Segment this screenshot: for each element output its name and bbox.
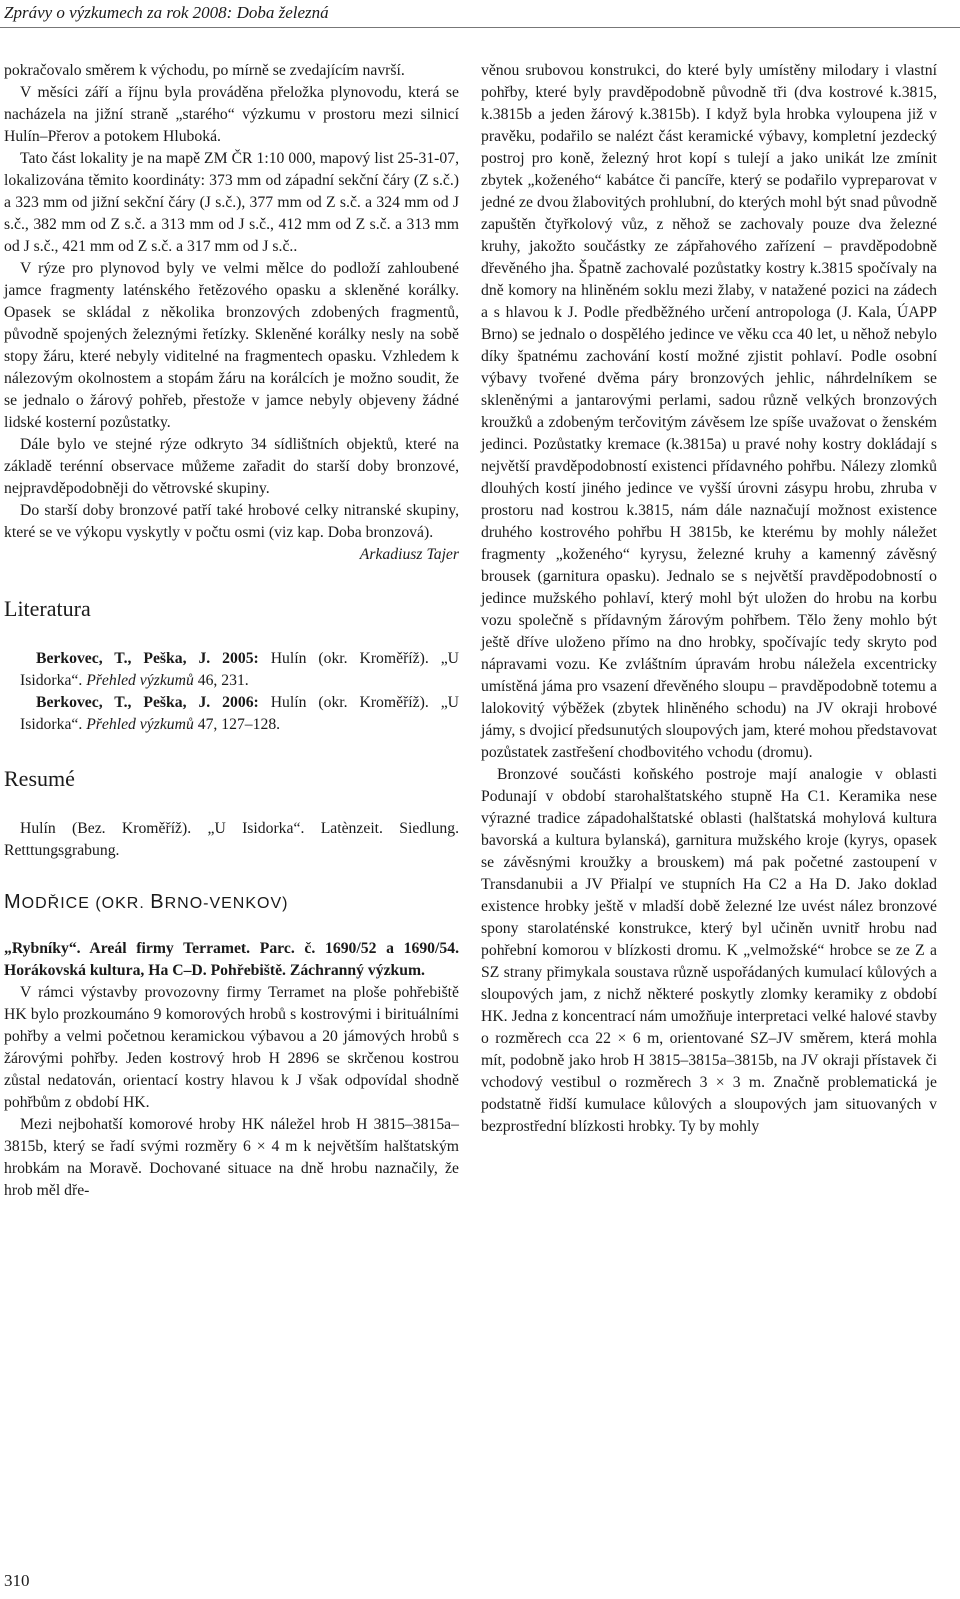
site-heading-small: RNO-VENKOV) [164,895,289,912]
paragraph: pokračovalo směrem k východu, po mírně se zvedajícím navrší. [4,62,405,79]
author-signature: Arkadiusz Tajer [359,546,459,563]
resume-heading: Resumé [4,766,75,791]
reference-journal: Přehled výzkumů [86,716,194,733]
paragraph: V rýze pro plynovod byly ve velmi mělce do podloží zahloubené jamce fragmenty laténského řetězového opasku a skleněné korálky. Opasek se skládal z několika bronzových zdobených fragmentů, původně spojených železnými řetízky. Skleněné korálky nesly na sobě stopy žáru, které nebyly viditelné na fragmentech opasku. Vzhledem k nálezovým okolnostem a stopám žáru na korálcích je možno soudit, že se jednalo o žárový pohřeb, přestože v jamce nebyly objeveny žádné lidské kosterní pozůstatky. [4,260,459,431]
paragraph: věnou srubovou konstrukci, do které byly umístěny milodary i vlastní pohřby, které byly pravděpodobně původně tři (dva kostrové k.3815, k.3815b a jeden žárový k.3815b). I když byla hrobka vyloupena již v pravěku, podařilo se nalézt část keramické výbavy, kompletní jezdecký postroj pro koně, železný hrot kopí s tulejí a jako unikát lze zmínit zbytek „koženého“ kabátce či pancíře, který se podařilo vypreparovat v jedné ze dvou žlabovitých prohlubní, do kterých mohl být snad původně zapuštěn čtyřkolový vůz, z něhož se zachovaly pouze dva železné kruhy, jakožto součástky ze zápřahového zařízení – pravděpodobně dřevěného jha. Špatně zachovalé pozůstatky kostry k.3815 spočívaly na dně komory na hliněném soklu mezi žlaby, v natažené pozici na zádech a s hlavou k J. Podle předběžného určení antropologa (J. Kala, ÚAPP Brno) se jednalo o dospělého jedince ve věku cca 40 let, u něhož nebylo díky špatnému zachování kostí možné zjistit pohlaví. Podle osobní výbavy tvořené dvěma páry bronzových jehlic, náhrdelníkem se skleněnými a jantarovými perlami, sadou různě velkých bronzových kroužků a zdobeným terčovitým závěsem lze spíše uvažovat o ženském jedinci. Pozůstatky kremace (k.3815a) u pravé nohy kostry dokládají s největší pravděpodobností existenci přídavného pohřbu. Nálezy zlomků dlouhých kostí jiného jedince ve vyšší úrovni zásypu hrobu, zhruba v prostoru nad kostrou k.3815, nám dále naznačují možnost existence druhého kostrového pohřbu H 3815b, ke kterému by mohly náležet fragmenty „koženého“ kyrysu, železné kruhy a kamenný závěsný brousek (garnitura opasku). Jednalo se s největší pravděpodobností o jedince mužského pohlaví, který mohl být uložen do hrobu na korbu vozu společně s přídavným žárovým pohřbem. Tělo ženy mohlo být ještě dříve uloženo přímo na dno hrobky, spočívajíc tedy skryto pod nápravami vozu. Ke zvláštním úpravám hrobu náležela excentricky umístěná jáma pro vsazení dřevěného sloupu – pravděpodobně totemu a lalokovitý výběžek (zbytek hliněného schodu) na JV okraji hrobové jámy, s dvojicí předsunutých sloupových jam, které mohou představovat pozůstatek zastřešení chodbovitého vchodu (dromu). [481,62,937,761]
left-column [4,60,459,1202]
paragraph: Dále bylo ve stejné rýze odkryto 34 sídlištních objektů, které na základě terénní observace můžeme zařadit do starší doby bronzové, nejpravděpodobněji do větrovské skupiny. [4,436,459,497]
site-heading-cap: B [150,891,165,913]
paragraph: Mezi nejbohatší komorové hroby HK náležel hrob H 3815–3815a–3815b, který se řadí svými rozměry 6 × 4 m k největším halštatským hrobkám na Moravě. Dochované situace na dně hrobu naznačily, že hrob měl dře- [4,1116,459,1199]
reference-journal: Přehled výzkumů [86,672,194,689]
header-divider [0,27,960,28]
site-heading-small: ODŘICE (OKR. [21,895,151,912]
site-heading-cap: M [4,891,22,913]
resume-text: Hulín (Bez. Kroměříž). „U Isidorka“. Latènzeit. Siedlung. Retttungsgrabung. [4,820,459,859]
reference-pages: 47, 127–128. [193,716,281,733]
paragraph: Tato část lokality je na mapě ZM ČR 1:10 000, mapový list 25-31-07, lokalizována těmito koordináty: 373 mm od západní sekční čáry (Z s.č.) a 323 mm od jižní sekční čáry (J s.č.), 377 mm od Z s.č. a 324 mm od J s.č., 382 mm od Z s.č. a 313 mm od J s.č., 412 mm od Z s.č. a 313 mm od J s.č., 421 mm od Z s.č. a 317 mm od J s.č.. [4,150,459,255]
running-title: Zprávy o výzkumech za rok 2008: Doba železná [4,3,329,22]
paragraph: V měsíci září a říjnu byla prováděna přeložka plynovodu, která se nacházela na jižní straně „starého“ výzkumu v prostoru mezi silnicí Hulín–Přerov a potokem Hluboká. [4,84,459,145]
reference-authors: Berkovec, T., Peška, J. 2005: [36,650,259,667]
paragraph: Bronzové součásti koňského postroje mají analogie v oblasti Podunají v období starohalštatského stupně Ha C1. Keramika nese výrazné tradice západohalštatské oblasti (halštatská mohylová kultura bavorská a kultura bylanská), garnitura mužského kroje (kyrys, opasek se závěsnými kroužky a brouskem) má pak početné zastoupení v Transdanubii a JV Přialpí ve stupních Ha C2 a Ha D. Jako doklad existence hrobky ještě v mladší době železné lze uvést nález bronzové spony starolaténské konstrukce, který byl učiněn uvnitř hrobu nad pohřební komorou v blízkosti dromu. K „velmožské“ hrobce se ze Z a SZ strany přimykala soustava různě uspořádaných kumulací kůlových a sloupových jam, z nichž některé poskytly zlomky keramiky z období HK. Jedna z koncentrací nám umožňuje interpretaci velké halové stavby o rozměrech cca 22 × 6 m, orientované SZ–JV směrem, která mohla mít, podobně jako hrob H 3815–3815a–3815b, na JV okraji přístavek či vchodový vestibul o rozměrech 3 × 3 m. Značně problematická je podstatně řidší kumulace kůlových a sloupových jam situovaných v bezprostřední blízkosti hrobky. Ty by mohly [481,766,937,1135]
reference-pages: 46, 231. [193,672,249,689]
reference-item [4,648,459,692]
paragraph: Do starší doby bronzové patří také hrobové celky nitranské skupiny, které se ve výkopu vyskytly v počtu osmi (viz kap. Doba bronzová). [4,502,459,541]
page-number: 310 [4,1571,30,1590]
site-subheading: „Rybníky“. Areál firmy Terramet. Parc. č. 1690/52 a 1690/54. Horákovská kultura, Ha C–D. Pohřebiště. Záchranný výzkum. [4,940,459,979]
reference-authors: Berkovec, T., Peška, J. 2006: [36,694,259,711]
paragraph: V rámci výstavby provozovny firmy Terramet na ploše pohřebiště HK bylo prozkoumáno 9 komorových hrobů s kostrovými i birituálními pohřby a velmi početnou keramickou výbavou a 20 jámových hrobů s žárovými pohřby. Jeden kostrový hrob H 2896 se skrčenou kostrou zůstal nedatován, orientací kostry hlavou k J však odpovídal shodně pohřbům z období HK. [4,984,459,1111]
reference-title: Hulín (okr. Kroměříž). „U Isidorka“. [20,650,459,689]
reference-item [4,692,459,736]
reference-title: Hulín (okr. Kroměříž). „U Isidorka“. [20,694,459,733]
site-heading [4,890,459,916]
literatura-heading: Literatura [4,596,91,621]
right-column [481,60,937,1138]
